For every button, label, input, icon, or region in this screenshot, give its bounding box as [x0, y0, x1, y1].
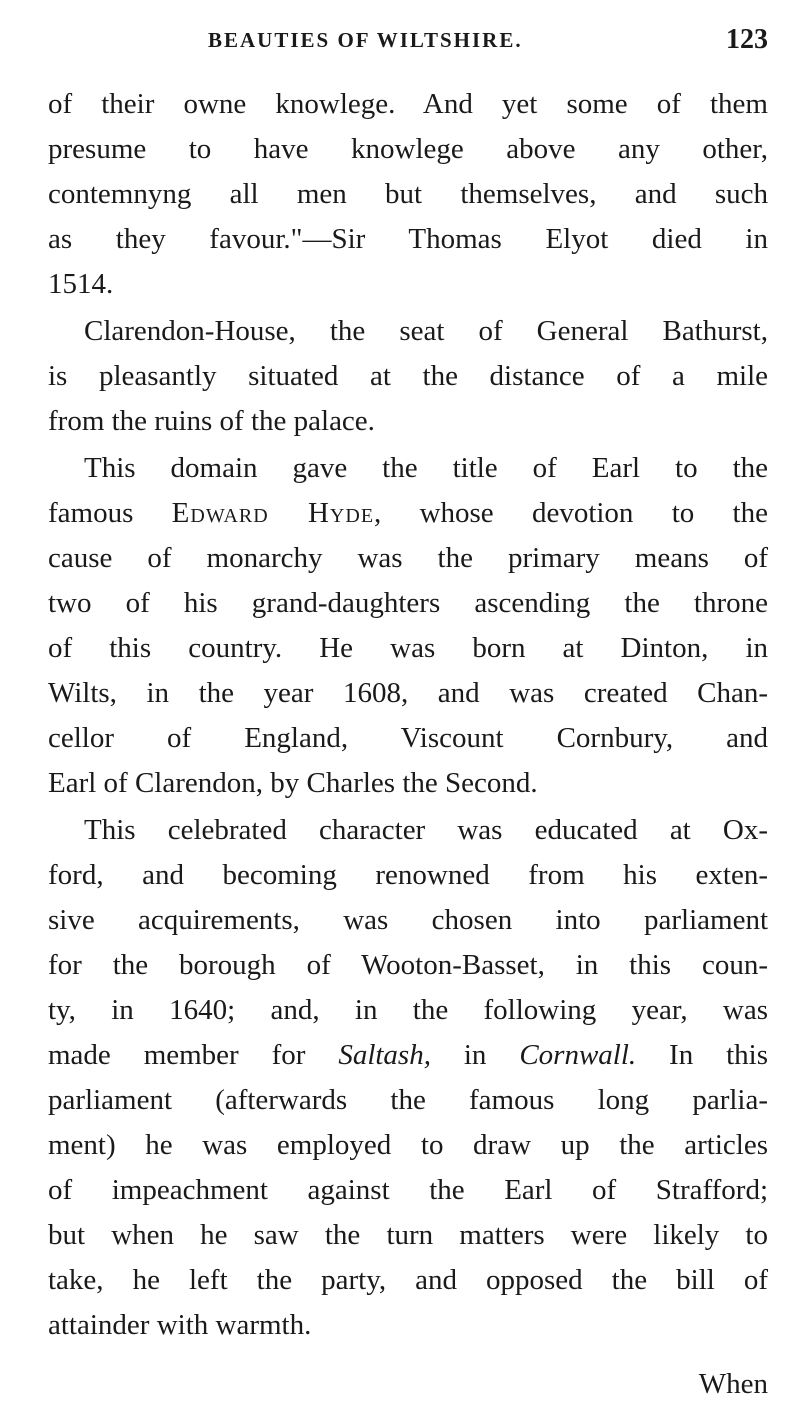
paragraph-2: [48, 309, 768, 444]
text-line: attainder with warmth.: [48, 1309, 312, 1341]
text-line: for the borough of Wooton-Basset, in this coun-: [48, 949, 768, 981]
text-line: [48, 1033, 768, 1078]
text-run: in: [430, 1039, 520, 1071]
text-run: In this: [636, 1039, 768, 1071]
text-line: ment) he was employed to draw up the articles: [48, 1129, 768, 1161]
text-line: take, he left the party, and opposed the bill of: [48, 1264, 768, 1296]
body-text: [48, 82, 768, 1407]
text-line: This domain gave the title of Earl to the: [84, 452, 768, 484]
text-line: of impeachment against the Earl of Strafford;: [48, 1174, 768, 1206]
text-line: from the ruins of the palace.: [48, 405, 375, 437]
text-line: parliament (afterwards the famous long parlia-: [48, 1084, 768, 1116]
person-name: Edward Hyde: [171, 497, 375, 529]
paragraph-4: [48, 808, 768, 1348]
text-line: of this country. He was born at Dinton, in: [48, 632, 768, 664]
text-line: but when he saw the turn matters were likely to: [48, 1219, 768, 1251]
text-run: made member for: [48, 1039, 339, 1071]
text-line: cellor of England, Viscount Cornbury, and: [48, 722, 768, 754]
text-line: cause of monarchy was the primary means of: [48, 542, 768, 574]
catchword: When: [698, 1368, 768, 1400]
paragraph-3: [48, 446, 768, 806]
text-line: Clarendon-House, the seat of General Bathurst,: [84, 315, 768, 347]
text-line: of their owne knowlege. And yet some of them: [48, 88, 768, 120]
running-title: BEAUTIES OF WILTSHIRE.: [208, 28, 523, 52]
place-name: Saltash,: [338, 1039, 431, 1071]
text-line: is pleasantly situated at the distance of a mile: [48, 360, 768, 392]
text-line: This celebrated character was educated at Ox-: [84, 814, 768, 846]
text-line: ty, in 1640; and, in the following year, was: [48, 994, 768, 1026]
text-line: presume to have knowlege above any other,: [48, 133, 768, 165]
place-name: Cornwall.: [519, 1039, 637, 1071]
text-line: contemnyng all men but themselves, and such: [48, 178, 768, 210]
page-number: 123: [726, 24, 768, 55]
text-line: 1514.: [48, 268, 114, 300]
running-head: [48, 24, 768, 60]
text-line: Earl of Clarendon, by Charles the Second.: [48, 767, 538, 799]
text-line: as they favour."—Sir Thomas Elyot died in: [48, 223, 768, 255]
text-line: [48, 491, 768, 536]
text-line: Wilts, in the year 1608, and was created Chan-: [48, 677, 768, 709]
text-run: famous: [48, 497, 172, 529]
paragraph-1: [48, 82, 768, 307]
text-run: , whose devotion to the: [374, 497, 768, 529]
text-line: two of his grand-daughters ascending the throne: [48, 587, 768, 619]
text-line: sive acquirements, was chosen into parliament: [48, 904, 768, 936]
text-line: ford, and becoming renowned from his exten-: [48, 859, 768, 891]
